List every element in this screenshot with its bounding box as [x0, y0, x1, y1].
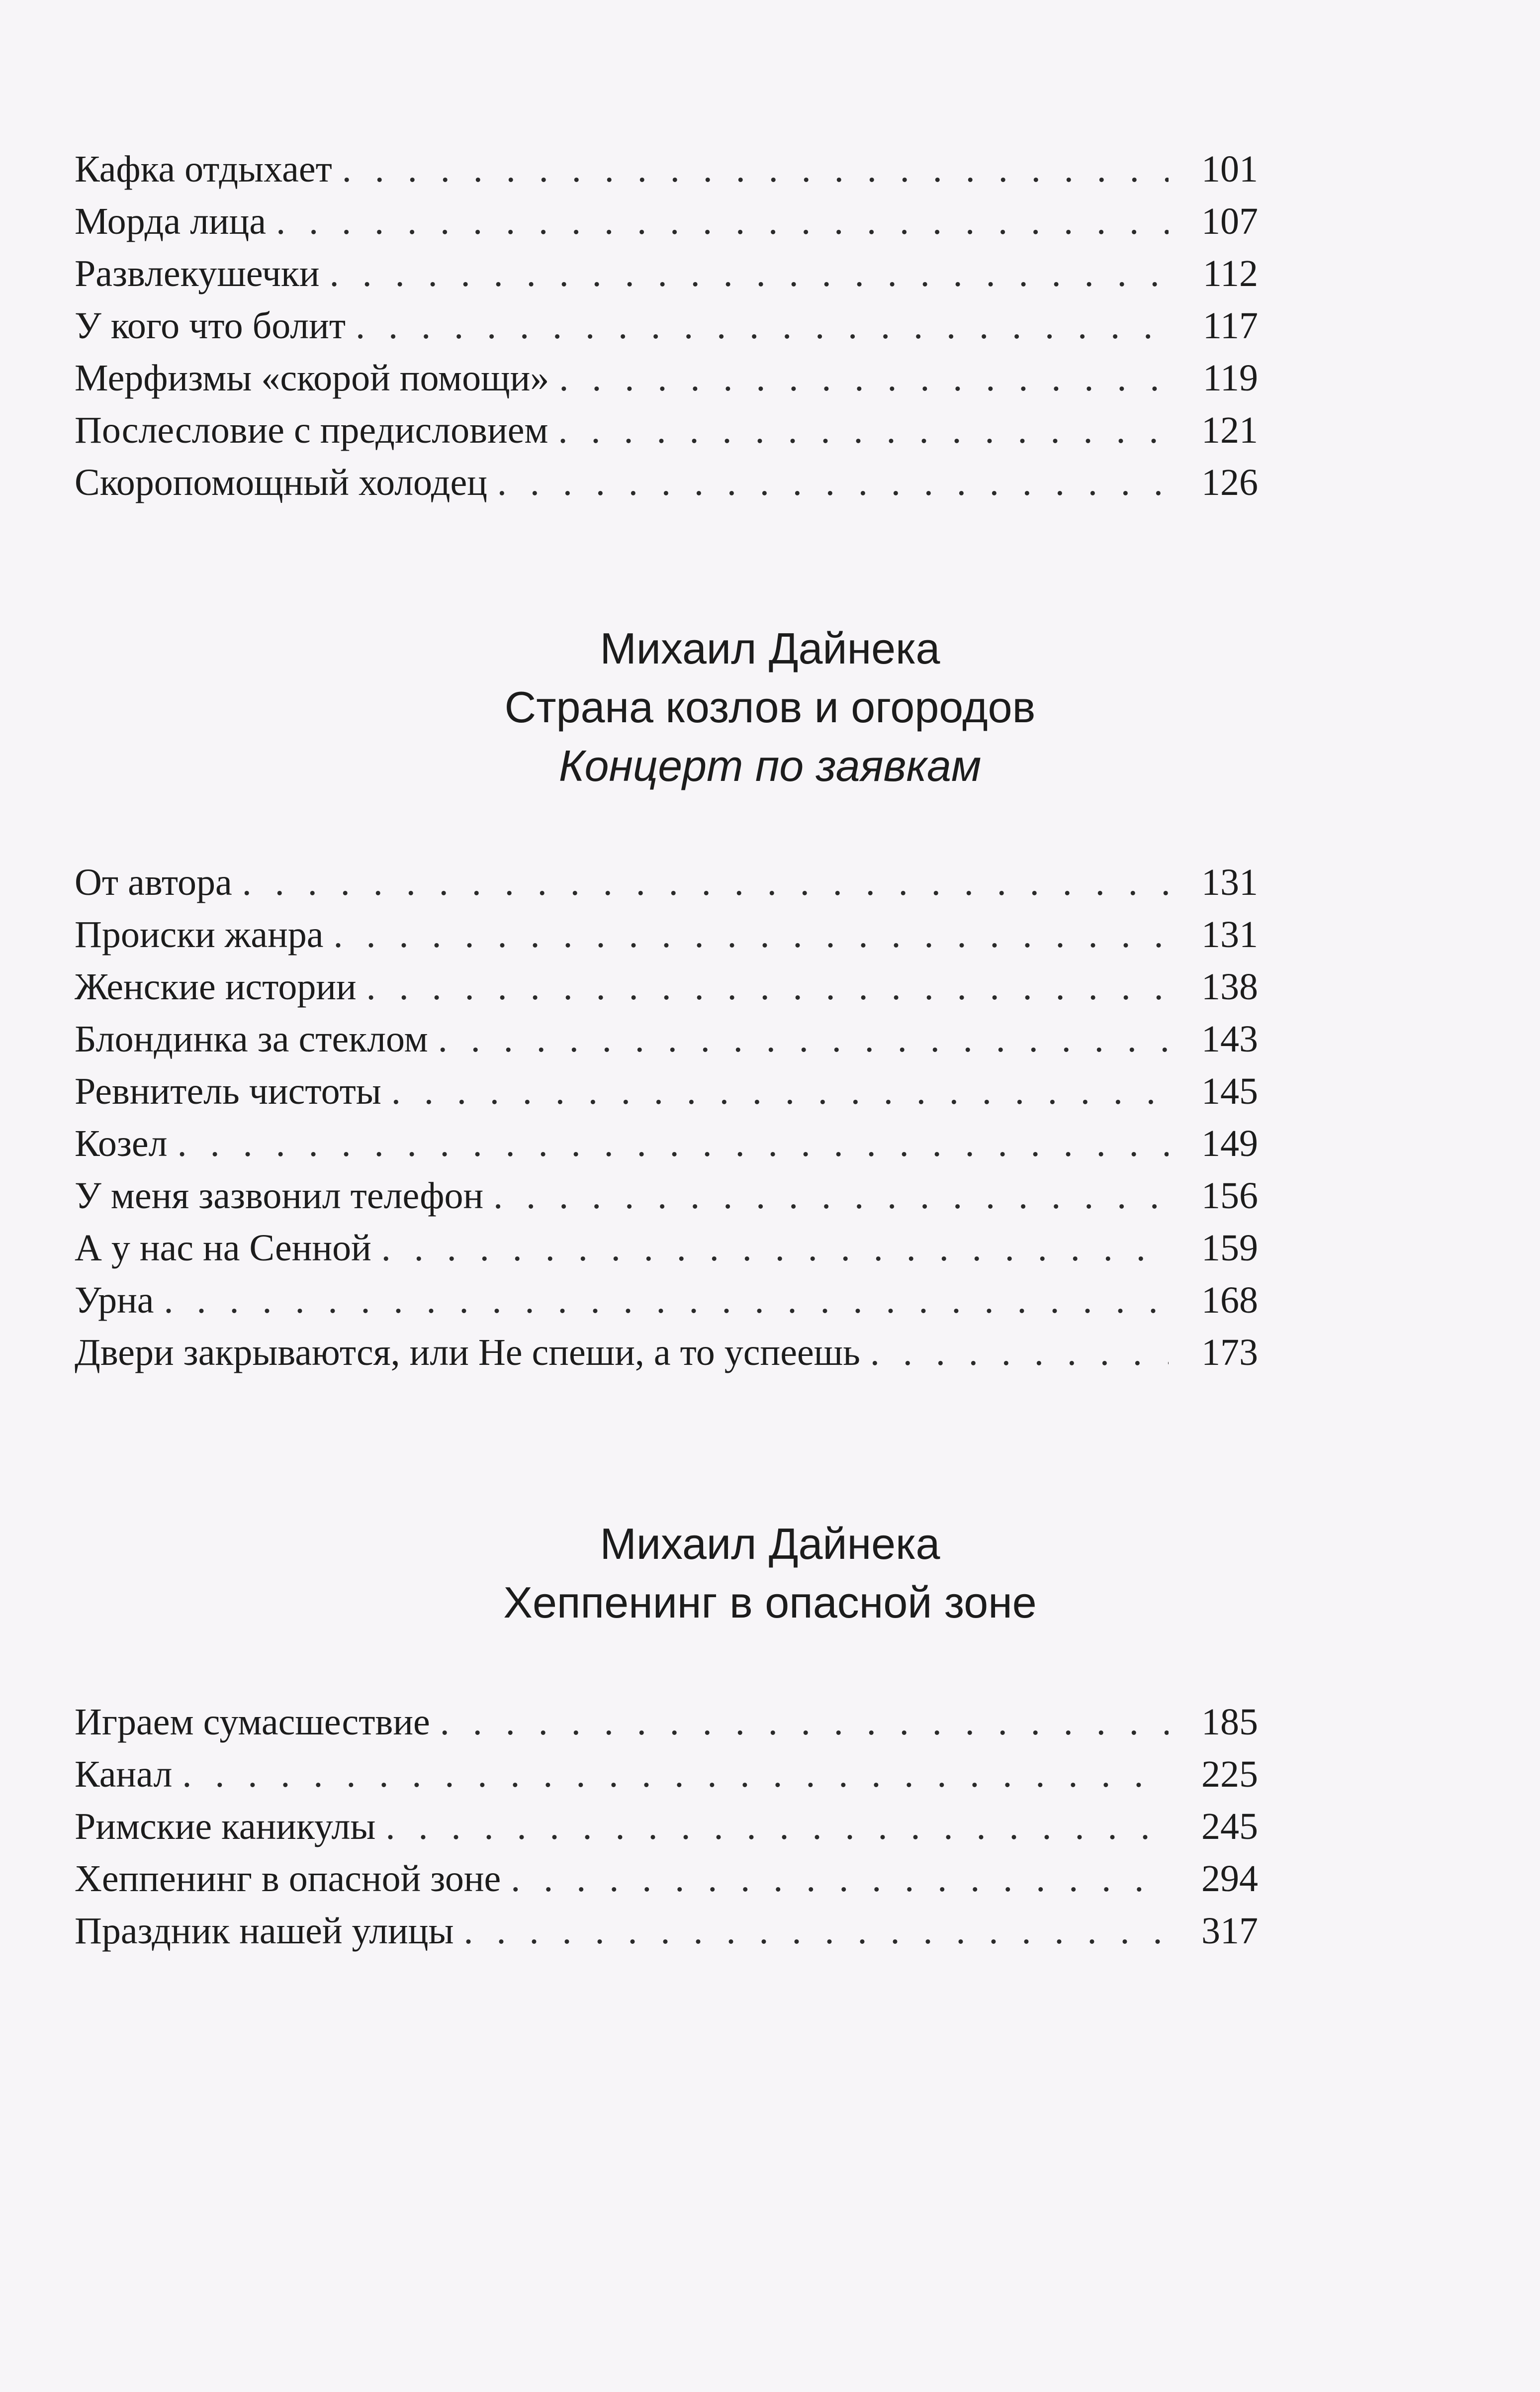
toc-entry-title: Двери закрываются, или Не спеши, а то успеешь [75, 1332, 860, 1373]
section-2-heading [0, 619, 1540, 795]
toc-entry [75, 961, 1258, 1013]
toc-entry [75, 1327, 1258, 1379]
toc-entry-page: 173 [1201, 1332, 1258, 1373]
toc-entry-title: Женские истории [75, 966, 357, 1008]
toc-section-2 [75, 857, 1258, 1379]
toc-leader-dots [330, 248, 1169, 300]
toc-entry [75, 404, 1258, 457]
toc-leader-dots [464, 1905, 1169, 1957]
toc-entry-page: 185 [1201, 1701, 1258, 1743]
toc-entry-page: 107 [1201, 200, 1258, 242]
toc-entry [75, 1853, 1258, 1905]
toc-entry-page: 245 [1201, 1806, 1258, 1847]
toc-entry-page: 225 [1201, 1753, 1258, 1795]
toc-entry-title: Козел [75, 1123, 168, 1164]
toc-entry-page: 131 [1201, 861, 1258, 903]
toc-entry-page: 101 [1201, 148, 1258, 190]
toc-entry-page: 126 [1201, 462, 1258, 503]
toc-entry [75, 457, 1258, 509]
toc-entry [75, 143, 1258, 195]
toc-entry-page: 119 [1202, 357, 1258, 399]
toc-entry-page: 168 [1201, 1279, 1258, 1321]
toc-leader-dots [276, 195, 1169, 248]
toc-entry-page: 117 [1202, 305, 1258, 347]
toc-entry [75, 1748, 1258, 1801]
toc-leader-dots [356, 300, 1169, 352]
toc-entry-page: 159 [1201, 1227, 1258, 1269]
toc-entry [75, 1696, 1258, 1748]
toc-entry-title: Хеппенинг в опасной зоне [75, 1858, 501, 1900]
toc-entry-title: Ревнитель чистоты [75, 1070, 381, 1112]
section-2-subtitle: Концерт по заявкам [558, 741, 982, 790]
toc-entry-title: Блондинка за стеклом [75, 1018, 428, 1060]
toc-leader-dots [334, 909, 1169, 961]
toc-entry-title: Римские каникулы [75, 1806, 376, 1847]
toc-entry [75, 1170, 1258, 1222]
toc-entry-title: Морда лица [75, 200, 267, 242]
toc-entry-page: 317 [1201, 1910, 1258, 1952]
toc-entry [75, 1013, 1258, 1065]
toc-entry [75, 1065, 1258, 1118]
toc-entry [75, 195, 1258, 248]
toc-entry [75, 248, 1258, 300]
section-2-book-title: Страна козлов и огородов [504, 682, 1036, 732]
toc-entry-title: У меня зазвонил телефон [75, 1175, 484, 1217]
toc-entry-page: 294 [1201, 1858, 1258, 1900]
toc-entry [75, 352, 1258, 404]
toc-entry-title: Мерфизмы «скорой помощи» [75, 357, 549, 399]
toc-entry-page: 143 [1201, 1018, 1258, 1060]
toc-leader-dots [242, 857, 1169, 909]
toc-leader-dots [559, 352, 1169, 404]
toc-entry [75, 1118, 1258, 1170]
toc-leader-dots [511, 1853, 1169, 1905]
section-3-book-title: Хеппенинг в опасной зоне [503, 1578, 1037, 1627]
toc-leader-dots [493, 1170, 1169, 1222]
toc-leader-dots [178, 1118, 1169, 1170]
toc-entry-title: Послесловие с предисловием [75, 409, 548, 451]
toc-leader-dots [438, 1013, 1169, 1065]
toc-entry-page: 138 [1201, 966, 1258, 1008]
toc-entry [75, 1274, 1258, 1327]
toc-entry-title: Праздник нашей улицы [75, 1910, 454, 1952]
toc-entry-title: Кафка отдыхает [75, 148, 332, 190]
toc-leader-dots [385, 1801, 1169, 1853]
toc-leader-dots [497, 457, 1169, 509]
toc-section-1 [75, 143, 1258, 509]
toc-entry [75, 1222, 1258, 1274]
toc-entry [75, 1905, 1258, 1957]
toc-entry-page: 145 [1201, 1070, 1258, 1112]
section-2-author: Михаил Дайнека [600, 624, 940, 673]
toc-entry-title: А у нас на Сенной [75, 1227, 371, 1269]
toc-entry-page: 149 [1201, 1123, 1258, 1164]
toc-entry-title: Играем сумасшествие [75, 1701, 430, 1743]
toc-entry [75, 857, 1258, 909]
toc-leader-dots [381, 1222, 1169, 1274]
toc-leader-dots [164, 1274, 1169, 1327]
toc-entry-page: 112 [1202, 253, 1258, 294]
toc-entry [75, 300, 1258, 352]
toc-entry [75, 909, 1258, 961]
show-through-decoration [0, 537, 1540, 557]
toc-leader-dots [366, 961, 1169, 1013]
toc-leader-dots [342, 143, 1169, 195]
toc-leader-dots [182, 1748, 1169, 1801]
toc-entry-title: От автора [75, 861, 232, 903]
toc-entry-title: Происки жанра [75, 914, 324, 956]
section-3-author: Михаил Дайнека [600, 1519, 940, 1568]
toc-leader-dots [391, 1065, 1169, 1118]
toc-entry-page: 156 [1201, 1175, 1258, 1217]
toc-entry-page: 131 [1201, 914, 1258, 956]
toc-leader-dots [440, 1696, 1169, 1748]
toc-entry [75, 1801, 1258, 1853]
toc-section-3 [75, 1696, 1258, 1957]
toc-entry-title: Скоропомощный холодец [75, 462, 487, 503]
section-3-heading [0, 1515, 1540, 1632]
toc-leader-dots [870, 1327, 1169, 1379]
toc-entry-title: Канал [75, 1753, 173, 1795]
toc-entry-title: Развлекушечки [75, 253, 320, 294]
toc-entry-page: 121 [1201, 409, 1258, 451]
toc-entry-title: Урна [75, 1279, 154, 1321]
toc-leader-dots [558, 404, 1169, 457]
toc-entry-title: У кого что болит [75, 305, 346, 347]
